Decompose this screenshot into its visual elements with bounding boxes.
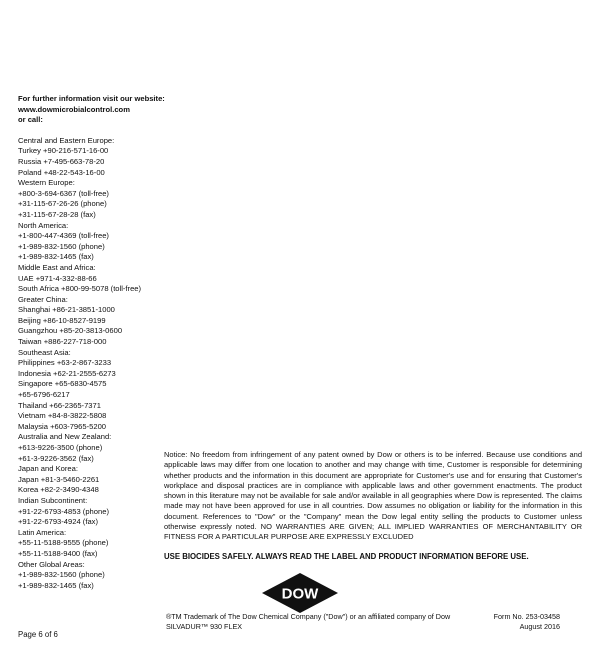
region-block [18,178,208,220]
phone-line: +55-11-5188-9555 (phone) [18,538,109,548]
phone-line: +1-989-832-1465 (fax) [18,252,94,262]
phone-line: +31-115-67-28-28 (fax) [18,209,96,219]
phone-line: Philippines +63-2-867-3233 [18,358,112,368]
region-name: Greater China: [18,294,68,304]
dow-logo [261,572,339,614]
region-block [18,348,208,433]
footer-trademark-block [166,612,450,631]
phone-line: +613-9226-3500 (phone) [18,443,103,452]
phone-line: Thailand +66-2365-7371 [18,400,101,410]
dow-diamond-icon [261,572,339,614]
form-number: Form No. 253-03458 [493,612,560,621]
phone-line: Japan +81-3-5460-2261 [18,474,100,484]
phone-line: +1-989-832-1560 (phone) [18,241,105,251]
region-block [18,136,208,178]
phone-line: +1-989-832-1560 (phone) [18,570,105,580]
phone-line: South Africa +800-99-5078 (toll-free) [18,284,142,294]
region-name: Western Europe: [18,178,75,188]
region-block [18,221,208,263]
region-name: Australia and New Zealand: [18,432,112,442]
region-name: Southeast Asia: [18,347,71,357]
phone-line: Poland +48-22-543-16-00 [18,167,105,177]
phone-line: +91-22-6793-4853 (phone) [18,506,109,516]
logo-text: DOW [281,585,319,603]
region-name: Indian Subcontinent: [18,495,88,505]
region-name: Middle East and Africa: [18,262,96,272]
phone-line: +55-11-5188-9400 (fax) [18,548,98,558]
region-name: Japan and Korea: [18,464,78,474]
phone-line: Guangzhou +85-20-3813-0600 [18,326,123,336]
phone-line: +1-800-447-4369 (toll-free) [18,231,109,241]
phone-line: +800-3-694-6367 (toll-free) [18,188,109,198]
region-block [18,560,208,592]
phone-line: Vietnam +84-8-3822-5808 [18,411,107,421]
phone-line: Taiwan +886-227-718-000 [18,337,107,347]
phone-line: +91-22-6793-4924 (fax) [18,517,98,527]
phone-line: Malaysia +603-7965-5200 [18,421,107,431]
phone-line: +61-3-9226-3562 (fax) [18,453,94,463]
biocide-warning: USE BIOCIDES SAFELY. ALWAYS READ THE LABEL AND PRODUCT INFORMATION BEFORE USE. [164,551,529,561]
phone-line: Turkey +90-216-571-16-00 [18,146,109,156]
phone-line: UAE +971-4-332-88-66 [18,273,97,283]
phone-line: +31-115-67-26-26 (phone) [18,199,107,209]
legal-notice: Notice: No freedom from infringement of any patent owned by Dow or others is to be inferred. Because use conditions and applicable laws may differ from one location to another and may change with time, Customer is responsible for determining whether products and the information in this document are appropriate for Customer's use and for ensuring that Customer's workplace and disposal practices are in compliance with applicable laws and other government enactments. The product shown in this literature may not be available for sale and/or available in all geographies where Dow is represented. The claims made may not have been approved for use in all countries. Dow assumes no obligation or liability for the information in this document. References to "Dow" or the "Company" mean the Dow legal entity selling the products to Customer unless otherwise expressly noted. NO WARRANTIES ARE GIVEN; ALL IMPLIED WARRANTIES OF MERCHANTABILITY OR FITNESS FOR A PARTICULAR PURPOSE ARE EXPRESSLY EXCLUDED [164,450,582,542]
page-number: Page 6 of 6 [18,630,58,639]
phone-line: Russia +7-495-663-78-20 [18,156,105,166]
phone-line: Shanghai +86-21-3851-1000 [18,305,115,315]
phone-line: +65-6796-6217 [18,390,70,400]
contact-intro [18,94,208,126]
product-name: SILVADUR™ 930 FLEX [166,621,243,631]
region-name: North America: [18,220,69,230]
region-block [18,295,208,348]
phone-line: Beijing +86-10-8527-9199 [18,315,106,325]
notice-block [164,450,582,562]
region-block [18,263,208,295]
phone-line: Indonesia +62-21-2555-6273 [18,368,116,378]
phone-line: Singapore +65-6830-4575 [18,379,107,389]
phone-line: +1-989-832-1465 (fax) [18,580,94,590]
contact-intro-line: or call: [18,115,43,125]
publication-date: August 2016 [519,621,560,631]
region-name: Other Global Areas: [18,559,85,569]
contact-intro-line: For further information visit our website: [18,94,165,103]
website-link[interactable]: www.dowmicrobialcontrol.com [18,104,130,114]
trademark-notice: ®TM Trademark of The Dow Chemical Company ("Dow") or an affiliated company of Dow [166,612,451,621]
region-name: Latin America: [18,527,67,537]
region-name: Central and Eastern Europe: [18,135,115,145]
phone-line: Korea +82-2-3490-4348 [18,485,99,495]
footer-form-block [494,612,560,631]
